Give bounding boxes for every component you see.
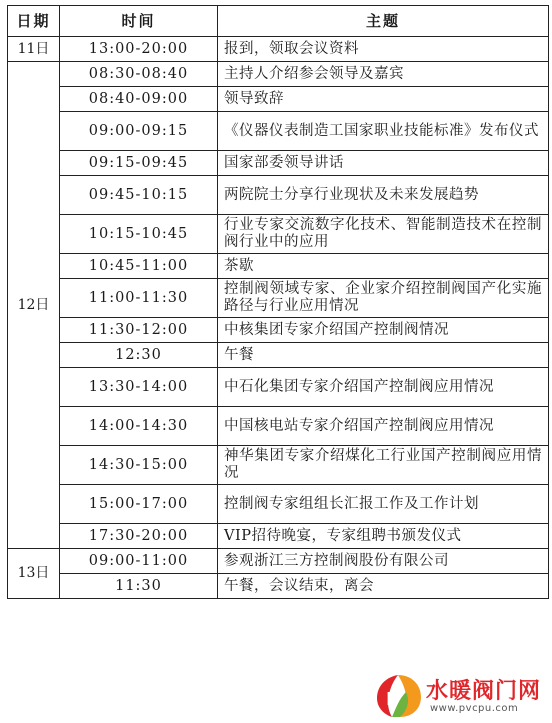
table-row [8, 343, 549, 368]
table-row [8, 37, 549, 62]
time-cell: 12:30 [60, 343, 218, 368]
table-row [8, 254, 549, 279]
time-cell: 15:00-17:00 [60, 485, 218, 524]
topic-cell: 领导致辞 [218, 87, 549, 112]
topic-cell: 《仪器仪表制造工国家职业技能标准》发布仪式 [218, 112, 549, 151]
header-topic: 主题 [218, 6, 549, 37]
pv-logo-icon [372, 672, 424, 720]
topic-cell: 午餐 [218, 343, 549, 368]
table-row [8, 318, 549, 343]
time-cell: 09:45-10:15 [60, 176, 218, 215]
table-row [8, 549, 549, 574]
time-cell: 09:00-09:15 [60, 112, 218, 151]
time-cell: 10:15-10:45 [60, 215, 218, 254]
table-row [8, 151, 549, 176]
table-row [8, 87, 549, 112]
table-row [8, 215, 549, 254]
topic-cell: 两院院士分享行业现状及未来发展趋势 [218, 176, 549, 215]
date-cell-day-13: 13日 [8, 549, 60, 599]
time-cell: 11:00-11:30 [60, 279, 218, 318]
watermark-url: www.pvcpu.com [430, 703, 519, 714]
table-row [8, 368, 549, 407]
topic-cell: 国家部委领导讲话 [218, 151, 549, 176]
header-time: 时间 [60, 6, 218, 37]
table-row [8, 112, 549, 151]
site-watermark [372, 672, 548, 720]
time-cell: 11:30 [60, 574, 218, 599]
table-row [8, 62, 549, 87]
time-cell: 10:45-11:00 [60, 254, 218, 279]
date-cell-day-11: 11日 [8, 37, 60, 62]
time-cell: 08:40-09:00 [60, 87, 218, 112]
topic-cell: 参观浙江三方控制阀股份有限公司 [218, 549, 549, 574]
watermark-title: 水暖阀门网 [426, 679, 542, 704]
time-cell: 09:00-11:00 [60, 549, 218, 574]
table-row [8, 574, 549, 599]
table-row [8, 176, 549, 215]
time-cell: 14:00-14:30 [60, 407, 218, 446]
topic-cell: 控制阀领域专家、企业家介绍控制阀国产化实施路径与行业应用情况 [218, 279, 549, 318]
table-header-row [8, 6, 549, 37]
topic-cell: 中核集团专家介绍国产控制阀情况 [218, 318, 549, 343]
topic-cell: 报到，领取会议资料 [218, 37, 549, 62]
topic-cell: 中石化集团专家介绍国产控制阀应用情况 [218, 368, 549, 407]
table-row [8, 279, 549, 318]
table-row [8, 446, 549, 485]
time-cell: 13:30-14:00 [60, 368, 218, 407]
time-cell: 09:15-09:45 [60, 151, 218, 176]
svg-text:P: P [386, 689, 400, 710]
topic-cell: 神华集团专家介绍煤化工行业国产控制阀应用情况 [218, 446, 549, 485]
time-cell: 14:30-15:00 [60, 446, 218, 485]
table-row [8, 407, 549, 446]
table-row [8, 524, 549, 549]
topic-cell: 中国核电站专家介绍国产控制阀应用情况 [218, 407, 549, 446]
time-cell: 17:30-20:00 [60, 524, 218, 549]
topic-cell: VIP招待晚宴，专家组聘书颁发仪式 [218, 524, 549, 549]
date-cell-day-12: 12日 [8, 62, 60, 549]
time-cell: 11:30-12:00 [60, 318, 218, 343]
topic-cell: 茶歇 [218, 254, 549, 279]
time-cell: 08:30-08:40 [60, 62, 218, 87]
topic-cell: 主持人介绍参会领导及嘉宾 [218, 62, 549, 87]
time-cell: 13:00-20:00 [60, 37, 218, 62]
schedule-table [7, 5, 549, 599]
table-row [8, 485, 549, 524]
topic-cell: 行业专家交流数字化技术、智能制造技术在控制阀行业中的应用 [218, 215, 549, 254]
topic-cell: 控制阀专家组组长汇报工作及工作计划 [218, 485, 549, 524]
topic-cell: 午餐，会议结束，离会 [218, 574, 549, 599]
header-date: 日期 [8, 6, 60, 37]
